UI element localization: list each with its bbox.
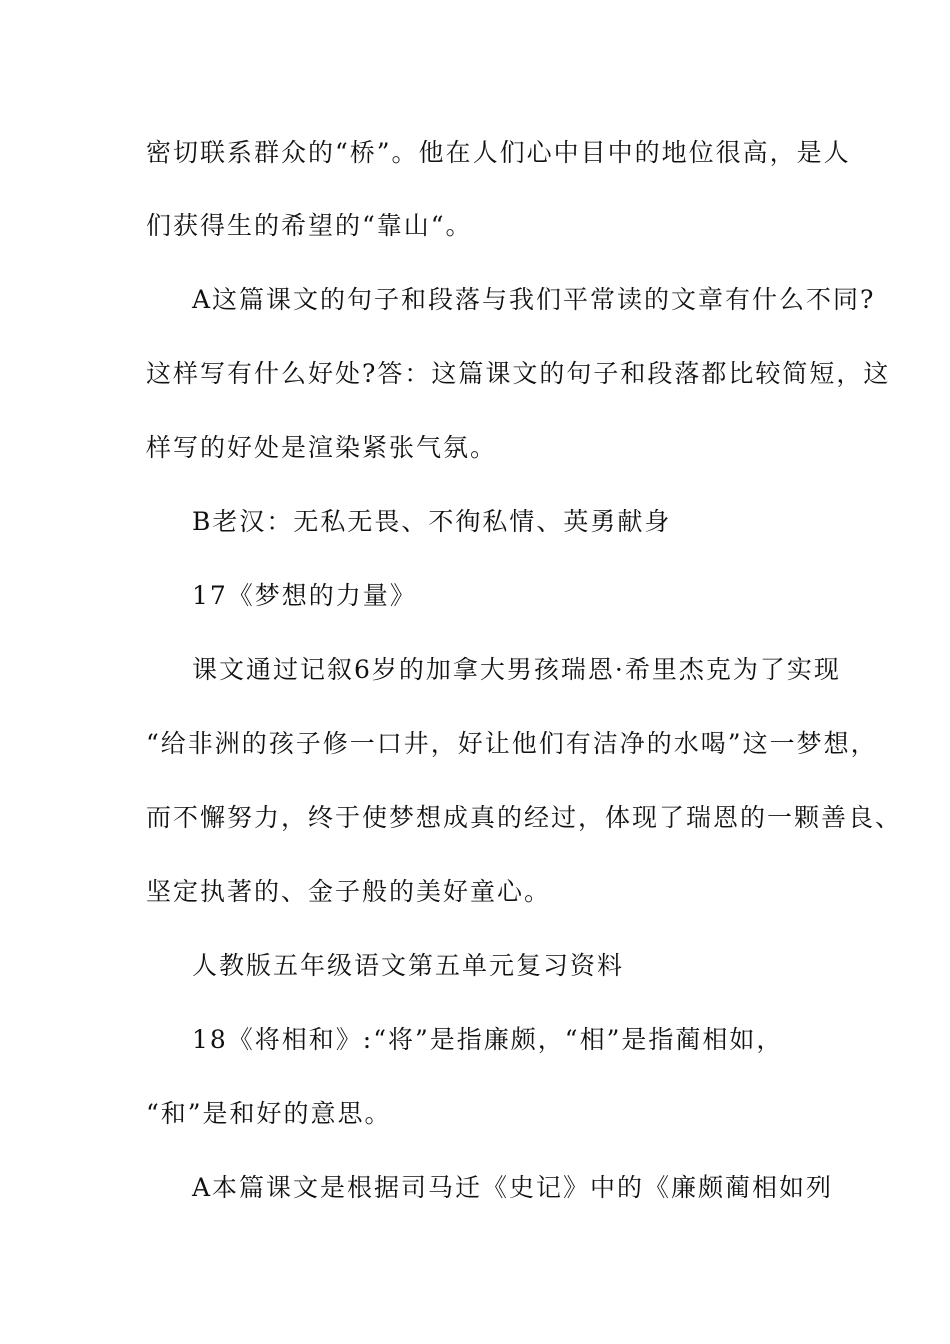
text-line-15: A本篇课文是根据司马迁《史记》中的《廉颇蔺相如列 bbox=[192, 1173, 834, 1202]
text-line-12: 人教版五年级语文第五单元复习资料 bbox=[192, 951, 625, 980]
text-line-2: 们获得生的希望的“靠山“。 bbox=[146, 211, 473, 240]
text-line-7: 17《梦想的力量》 bbox=[192, 581, 417, 610]
text-line-1: 密切联系群众的“桥”。他在人们心中目中的地位很高，是人 bbox=[146, 138, 851, 167]
text-line-5: 样写的好处是渲染紧张气氛。 bbox=[146, 433, 498, 462]
text-line-11: 坚定执著的、金子般的美好童心。 bbox=[146, 877, 552, 906]
text-line-13: 18《将相和》:“将”是指廉颇，“相”是指蔺相如， bbox=[192, 1025, 784, 1054]
text-line-6: B老汉：无私无畏、不徇私情、英勇献身 bbox=[192, 507, 672, 536]
text-line-4: 这样写有什么好处?答：这篇课文的句子和段落都比较简短，这 bbox=[146, 359, 891, 388]
text-line-14: “和”是和好的意思。 bbox=[146, 1099, 392, 1128]
text-line-10: 而不懈努力，终于使梦想成真的经过，体现了瑞恩的一颗善良、 bbox=[146, 803, 903, 832]
text-line-3: A这篇课文的句子和段落与我们平常读的文章有什么不同? bbox=[192, 285, 876, 314]
text-line-9: “给非洲的孩子修一口井，好让他们有洁净的水喝”这一梦想， bbox=[146, 729, 878, 758]
text-line-8: 课文通过记叙6岁的加拿大男孩瑞恩·希里杰克为了实现 bbox=[192, 655, 841, 684]
